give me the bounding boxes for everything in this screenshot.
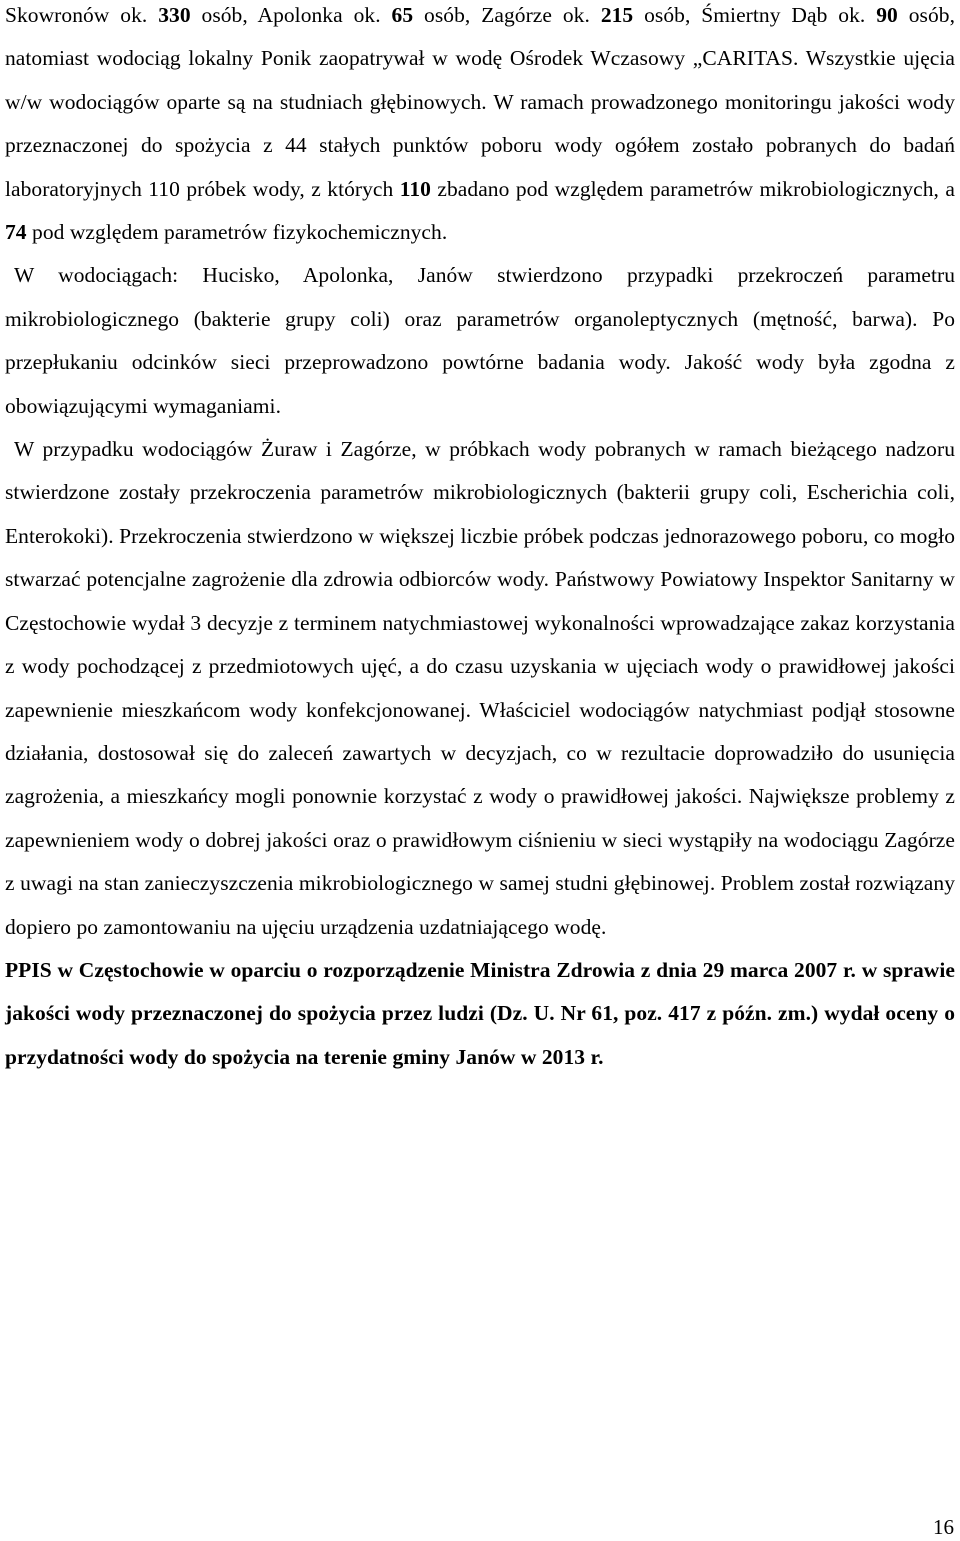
text-run: 74	[5, 220, 27, 245]
text-run: W przypadku wodociągów Żuraw i Zagórze, w próbkach wody pobranych w ramach bieżącego nadzoru stwierdzone zostały przekroczenia parametrów mikrobiologicznych (bakterii grupy coli, Escherichia coli, Enterokoki). Przekroczenia stwierdzono w większej liczbie próbek podczas jednorazowego poboru, co mogło stwarzać potencjalne zagrożenie dla zdrowia odbiorców wody. Państwowy Powiatowy Inspektor Sanitarny w Częstochowie wydał 3 decyzje z terminem natychmiastowej wykonalności wprowadzające zakaz korzystania z wody pochodzącej z przedmiotowych ujęć, a do czasu uzyskania w ujęciach wody o prawidłowej jakości zapewnienie mieszkańcom wody konfekcjonowanej. Właściciel wodociągów natychmiast podjął stosowne działania, dostosował się do zaleceń zawartych w decyzjach, co w rezultacie doprowadziło do usunięcia zagrożenia, a mieszkańcy mogli ponownie korzystać z wody o prawidłowej jakości. Największe problemy z zapewnieniem wody o dobrej jakości oraz o prawidłowym ciśnieniu w sieci wystąpiły na wodociągu Zagórze z uwagi na stan zanieczyszczenia mikrobiologicznego w samej studni głębinowej. Problem został rozwiązany dopiero po zamontowaniu na ujęciu urządzenia uzdatniającego wodę.	[5, 437, 955, 939]
text-run: osób, Apolonka ok.	[190, 3, 392, 27]
text-run: zbadano pod względem parametrów mikrobiologicznych, a	[430, 176, 955, 201]
text-run: 215	[600, 3, 634, 27]
paragraph-water-supply-overview	[5, 0, 955, 254]
page-number: 16	[933, 1515, 954, 1539]
text-run: osób, natomiast wodociąg lokalny Ponik zaopatrywał w wodę Ośrodek Wczasowy „CARITAS. Wszystkie ujęcia w/w wodociągów oparte są na studniach głębinowych. W ramach prowadzonego monitoringu jakości wody przeznaczonej do spożycia z 44 stałych punktów poboru wody ogółem zostało pobranych do badań laboratoryjnych 110 próbek wody, z których	[5, 3, 955, 201]
text-run: 65	[391, 3, 414, 27]
text-run: PPIS w Częstochowie w oparciu o rozporządzenie Ministra Zdrowia z dnia 29 marca 2007 r. w sprawie jakości wody przeznaczonej do spożycia przez ludzi (Dz. U. Nr 61, poz. 417 z późn. zm.) wydał oceny o przydatności wody do spożycia na terenie gminy Janów w 2013 r.	[5, 957, 955, 1069]
paragraph-ppis-assessment	[5, 949, 955, 1079]
text-run: Skowronów ok.	[5, 3, 159, 27]
text-run: osób, Zagórze ok.	[413, 3, 601, 27]
text-run: osób, Śmiertny Dąb ok.	[633, 3, 877, 27]
text-run: 330	[158, 3, 191, 27]
document-page	[5, 0, 955, 1079]
text-run: W wodociągach: Hucisko, Apolonka, Janów stwierdzono przypadki przekroczeń parametru mikrobiologicznego (bakterie grupy coli) oraz parametrów organoleptycznych (mętność, barwa). Po przepłukaniu odcinków sieci przeprowadzono powtórne badania wody. Jakość wody była zgodna z obowiązującymi wymaganiami.	[5, 263, 955, 418]
paragraph-zuraw-zagorze	[5, 428, 955, 949]
text-run: pod względem parametrów fizykochemicznych.	[26, 220, 448, 245]
text-run: 110	[399, 176, 431, 201]
text-run: 90	[876, 3, 898, 27]
paragraph-hucisko-apolonka-janow	[5, 254, 955, 428]
